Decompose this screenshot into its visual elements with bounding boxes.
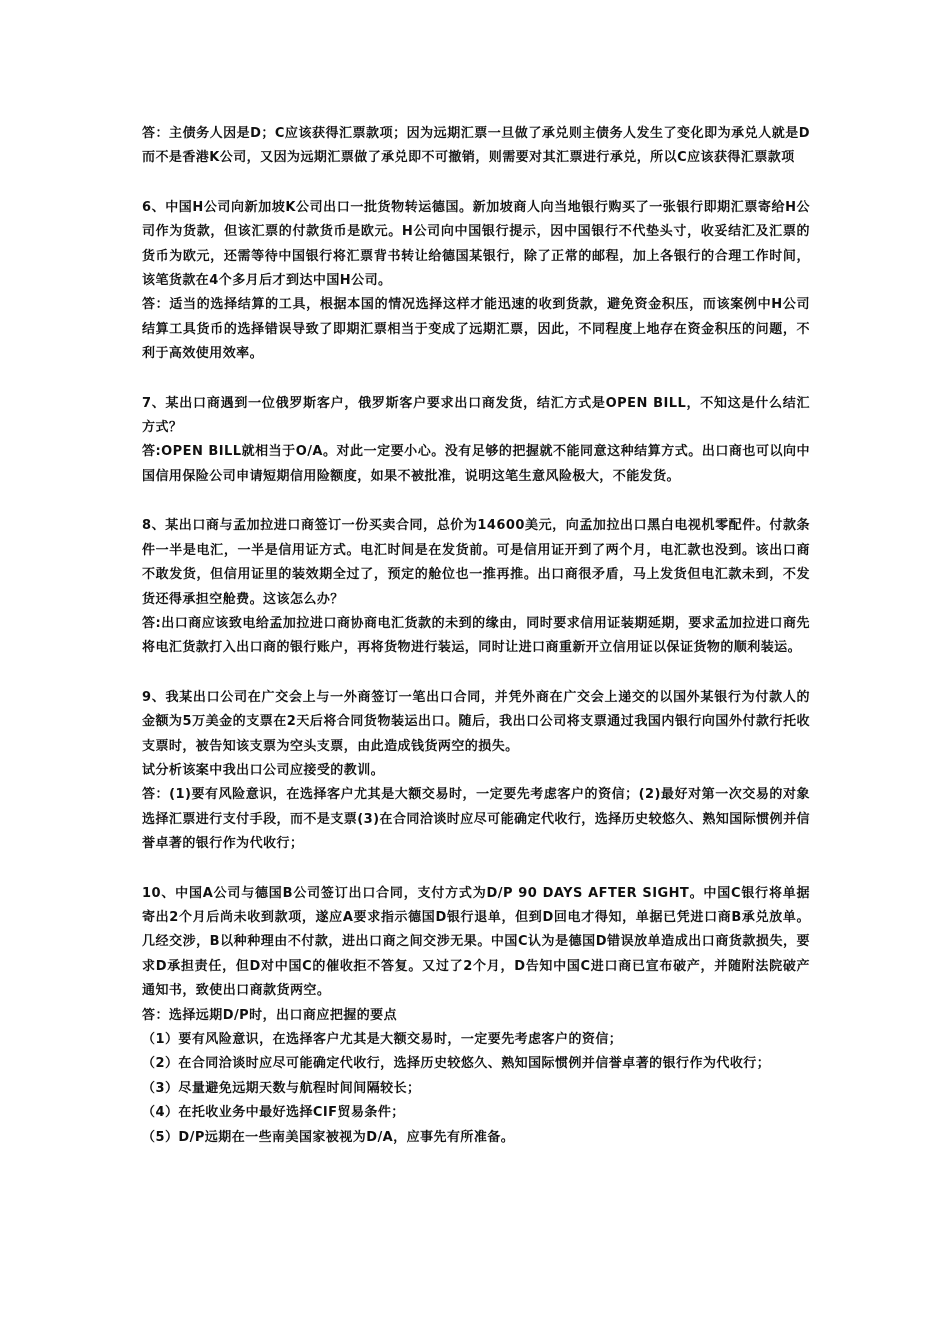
question-8-paragraph: 8、某出口商与孟加拉进口商签订一份买卖合同，总价为14600美元，向孟加拉出口黑白电视机零配件。付款条件一半是电汇，一半是信用证方式。电汇时间是在发货前。可是信用证开到了两个月，电汇款也没到。该出口商不敢发货，但信用证里的装效期全过了，预定的舱位也一推再推。出口商很矛盾，马上发货但电汇款未到，不发货还得承担空舱费。这该怎么办？	[142, 518, 810, 607]
section-gap	[142, 661, 810, 686]
document-page	[142, 122, 810, 1150]
answer-10-point: （5）D/P远期在一些南美国家被视为D/A，应事先有所准备。	[142, 1129, 515, 1145]
answer-9-paragraph: 答：(1)要有风险意识，在选择客户尤其是大额交易时，一定要先考虑客户的资信；(2)最好对第一次交易的对象选择汇票进行支付手段，而不是支票(3)在合同洽谈时应尽可能确定代收行，选择历史较悠久、熟知国际惯例并信誉卓著的银行作为代收行；	[142, 787, 810, 852]
answer-10-point: （4）在托收业务中最好选择CIF贸易条件；	[142, 1105, 405, 1121]
question-9-prompt: 试分析该案中我出口公司应接受的教训。	[142, 762, 385, 778]
answer-5-paragraph: 答：主债务人因是D；C应该获得汇票款项；因为远期汇票一旦做了承兑则主债务人发生了变化即为承兑人就是D而不是香港K公司，又因为远期汇票做了承兑即不可撤销，则需要对其汇票进行承兑，所以C应该获得汇票款项	[142, 126, 810, 166]
section-gap	[142, 367, 810, 392]
question-7-paragraph: 7、某出口商遇到一位俄罗斯客户，俄罗斯客户要求出口商发货，结汇方式是OPEN BILL，不知这是什么结汇方式？	[142, 395, 810, 436]
answer-8-paragraph: 答:出口商应该致电给孟加拉进口商协商电汇货款的未到的缘由，同时要求信用证装期延期，要求孟加拉进口商先将电汇货款打入出口商的银行账户，再将货物进行装运，同时让进口商重新开立信用证以保证货物的顺利装运。	[142, 615, 810, 656]
answer-10-point: （1）要有风险意识，在选择客户尤其是大额交易时，一定要先考虑客户的资信；	[142, 1032, 623, 1047]
answer-6-paragraph: 答：适当的选择结算的工具，根据本国的情况选择这样才能迅速的收到货款，避免资金积压，而该案例中H公司结算工具货币的选择错误导致了即期汇票相当于变成了远期汇票，因此，不同程度上地存在资金积压的问题，不利于高效使用效率。	[142, 297, 810, 362]
question-9-paragraph: 9、我某出口公司在广交会上与一外商签订一笔出口合同，并凭外商在广交会上递交的以国外某银行为付款人的金额为5万美金的支票在2天后将合同货物装运出口。随后，我出口公司将支票通过我国内银行向国外付款行托收支票时，被告知该支票为空头支票，由此造成钱货两空的损失。	[142, 689, 810, 754]
answer-10-point: （2）在合同洽谈时应尽可能确定代收行，选择历史较悠久、熟知国际惯例并信誉卓著的银行作为代收行；	[142, 1056, 771, 1072]
answer-7-paragraph: 答:OPEN BILL就相当于O/A。对此一定要小心。没有足够的把握就不能同意这种结算方式。出口商也可以向中国信用保险公司申请短期信用险额度，如果不被批准，说明这笔生意风险极大，不能发货。	[142, 444, 810, 484]
answer-10-point: （3）尽量避免远期天数与航程时间间隔较长；	[142, 1080, 421, 1096]
section-gap	[142, 857, 810, 882]
answer-10-intro: 答：选择远期D/P时，出口商应把握的要点	[142, 1007, 398, 1023]
question-10-paragraph: 10、中国A公司与德国B公司签订出口合同，支付方式为D/P 90 DAYS AFTER SIGHT。中国C银行将单据寄出2个月后尚未收到款项，遂应A要求指示德国D银行退单，但到D回电才得知，单据已凭进口商B承兑放单。几经交涉，B以种种理由不付款，进出口商之间交涉无果。中国C认为是德国D错误放单造成出口商货款损失，要求D承担责任，但D对中国C的催收拒不答复。又过了2个月，D告知中国C进口商已宣布破产，并随附法院破产通知书，致使出口商款货两空。	[142, 885, 810, 999]
section-gap	[142, 171, 810, 196]
question-6-paragraph: 6、中国H公司向新加坡K公司出口一批货物转运德国。新加坡商人向当地银行购买了一张银行即期汇票寄给H公司作为货款，但该汇票的付款货币是欧元。H公司向中国银行提示，因中国银行不代垫头寸，收妥结汇及汇票的货币为欧元，还需等待中国银行将汇票背书转让给德国某银行，除了正常的邮程，加上各银行的合理工作时间，该笔货款在4个多月后才到达中国H公司。	[142, 199, 810, 289]
section-gap	[142, 489, 810, 514]
